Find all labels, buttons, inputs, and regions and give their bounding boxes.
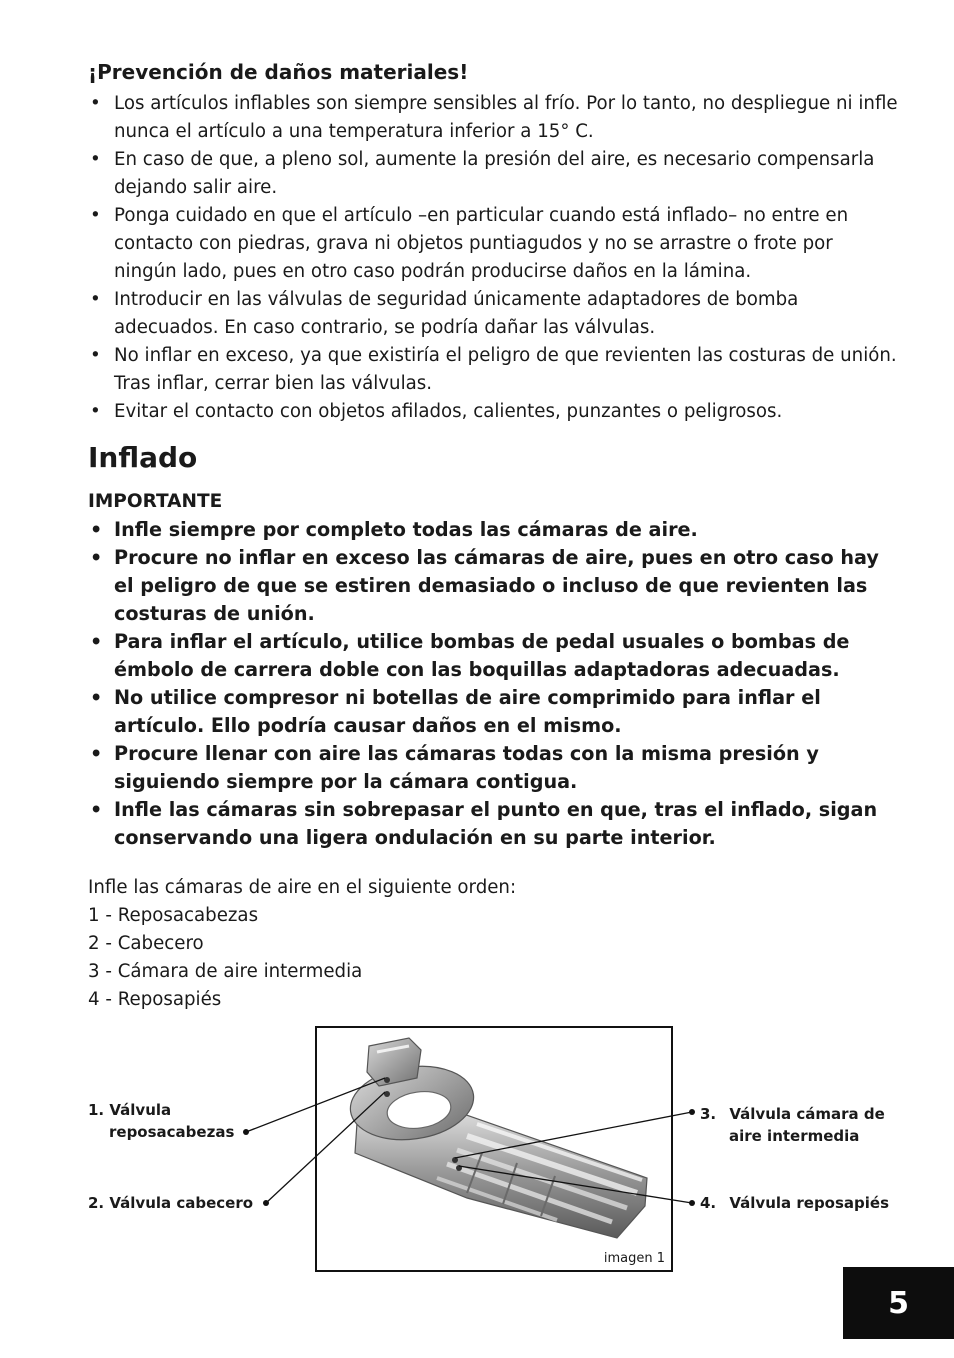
damage-prevention-list [88,90,898,426]
valve-headrest-line1: Válvula [109,1101,172,1119]
inflation-title: Inflado [88,441,198,474]
figure-caption: imagen 1 [603,1251,665,1266]
order-item: 2 - Cabecero [88,933,204,954]
list-item: • Para inflar el artículo, utilice bombas de pedal usuales o bombas de émbolo de carrera doble con las boquillas adaptadoras adecuadas. [88,628,898,684]
list-item: • Evitar el contacto con objetos afilados, calientes, punzantes o peligrosos. [88,398,898,426]
important-list [88,516,898,852]
valve-middle-line2: aire intermedia [729,1127,860,1145]
list-item: • Procure llenar con aire las cámaras todas con la misma presión y siguiendo siempre por la cámara contigua. [88,740,898,796]
list-item: • Ponga cuidado en que el artículo –en particular cuando está inflado– no entre en contacto con piedras, grava ni objetos puntiagudos y no se arrastre o frote por ningún lado, pues en otro caso podrán producirse daños en la lámina. [88,202,898,286]
valve-footrest-text: Válvula reposapiés [729,1194,890,1212]
leader-dot-2 [263,1200,269,1206]
list-item: • Introducir en las válvulas de seguridad únicamente adaptadores de bomba adecuados. En caso contrario, se podría dañar las válvulas. [88,286,898,342]
page-content [88,58,898,1014]
leader-dot-3 [689,1109,695,1115]
lounger-illustration [317,1028,671,1270]
valve-footrest-label [700,1192,889,1214]
valve-middle-label [700,1103,885,1147]
list-item: • Infle siempre por completo todas las cámaras de aire. [88,516,898,544]
page-number: 5 [843,1267,954,1339]
valve-headrest-label [88,1099,234,1143]
valve-middle-number: 3. [700,1105,717,1123]
valve-head-label: 2. Válvula cabecero [88,1194,254,1212]
list-item: • Infle las cámaras sin sobrepasar el punto en que, tras el inflado, sigan conservando una ligera ondulación en su parte interior. [88,796,898,852]
lounger-figure [315,1026,673,1272]
damage-prevention-heading: ¡Prevención de daños materiales! [88,60,469,84]
list-item: • Los artículos inflables son siempre sensibles al frío. Por lo tanto, no despliegue ni infle nunca el artículo a una temperatura inferior a 15° C. [88,90,898,146]
order-item: 1 - Reposacabezas [88,905,259,926]
list-item: • No inflar en exceso, ya que existiría el peligro de que revienten las costuras de unión. Tras inflar, cerrar bien las válvulas. [88,342,898,398]
leader-dot-1 [243,1129,249,1135]
valve-headrest-number: 1. [88,1101,105,1119]
order-intro: Infle las cámaras de aire en el siguiente orden: [88,877,517,898]
list-item: • En caso de que, a pleno sol, aumente la presión del aire, es necesario compensarla dejando salir aire. [88,146,898,202]
list-item: • Procure no inflar en exceso las cámaras de aire, pues en otro caso hay el peligro de que se estiren demasiado o incluso de que revienten las costuras de unión. [88,544,898,628]
valve-footrest-number: 4. [700,1194,717,1212]
leader-dot-4 [689,1200,695,1206]
list-item: • No utilice compresor ni botellas de aire comprimido para inflar el artículo. Ello podría causar daños en el mismo. [88,684,898,740]
order-item: 4 - Reposapiés [88,989,222,1010]
important-label: IMPORTANTE [88,491,223,512]
order-item: 3 - Cámara de aire intermedia [88,961,363,982]
valve-middle-line1: Válvula cámara de [729,1105,885,1123]
valve-headrest-line2: reposacabezas [109,1123,235,1141]
